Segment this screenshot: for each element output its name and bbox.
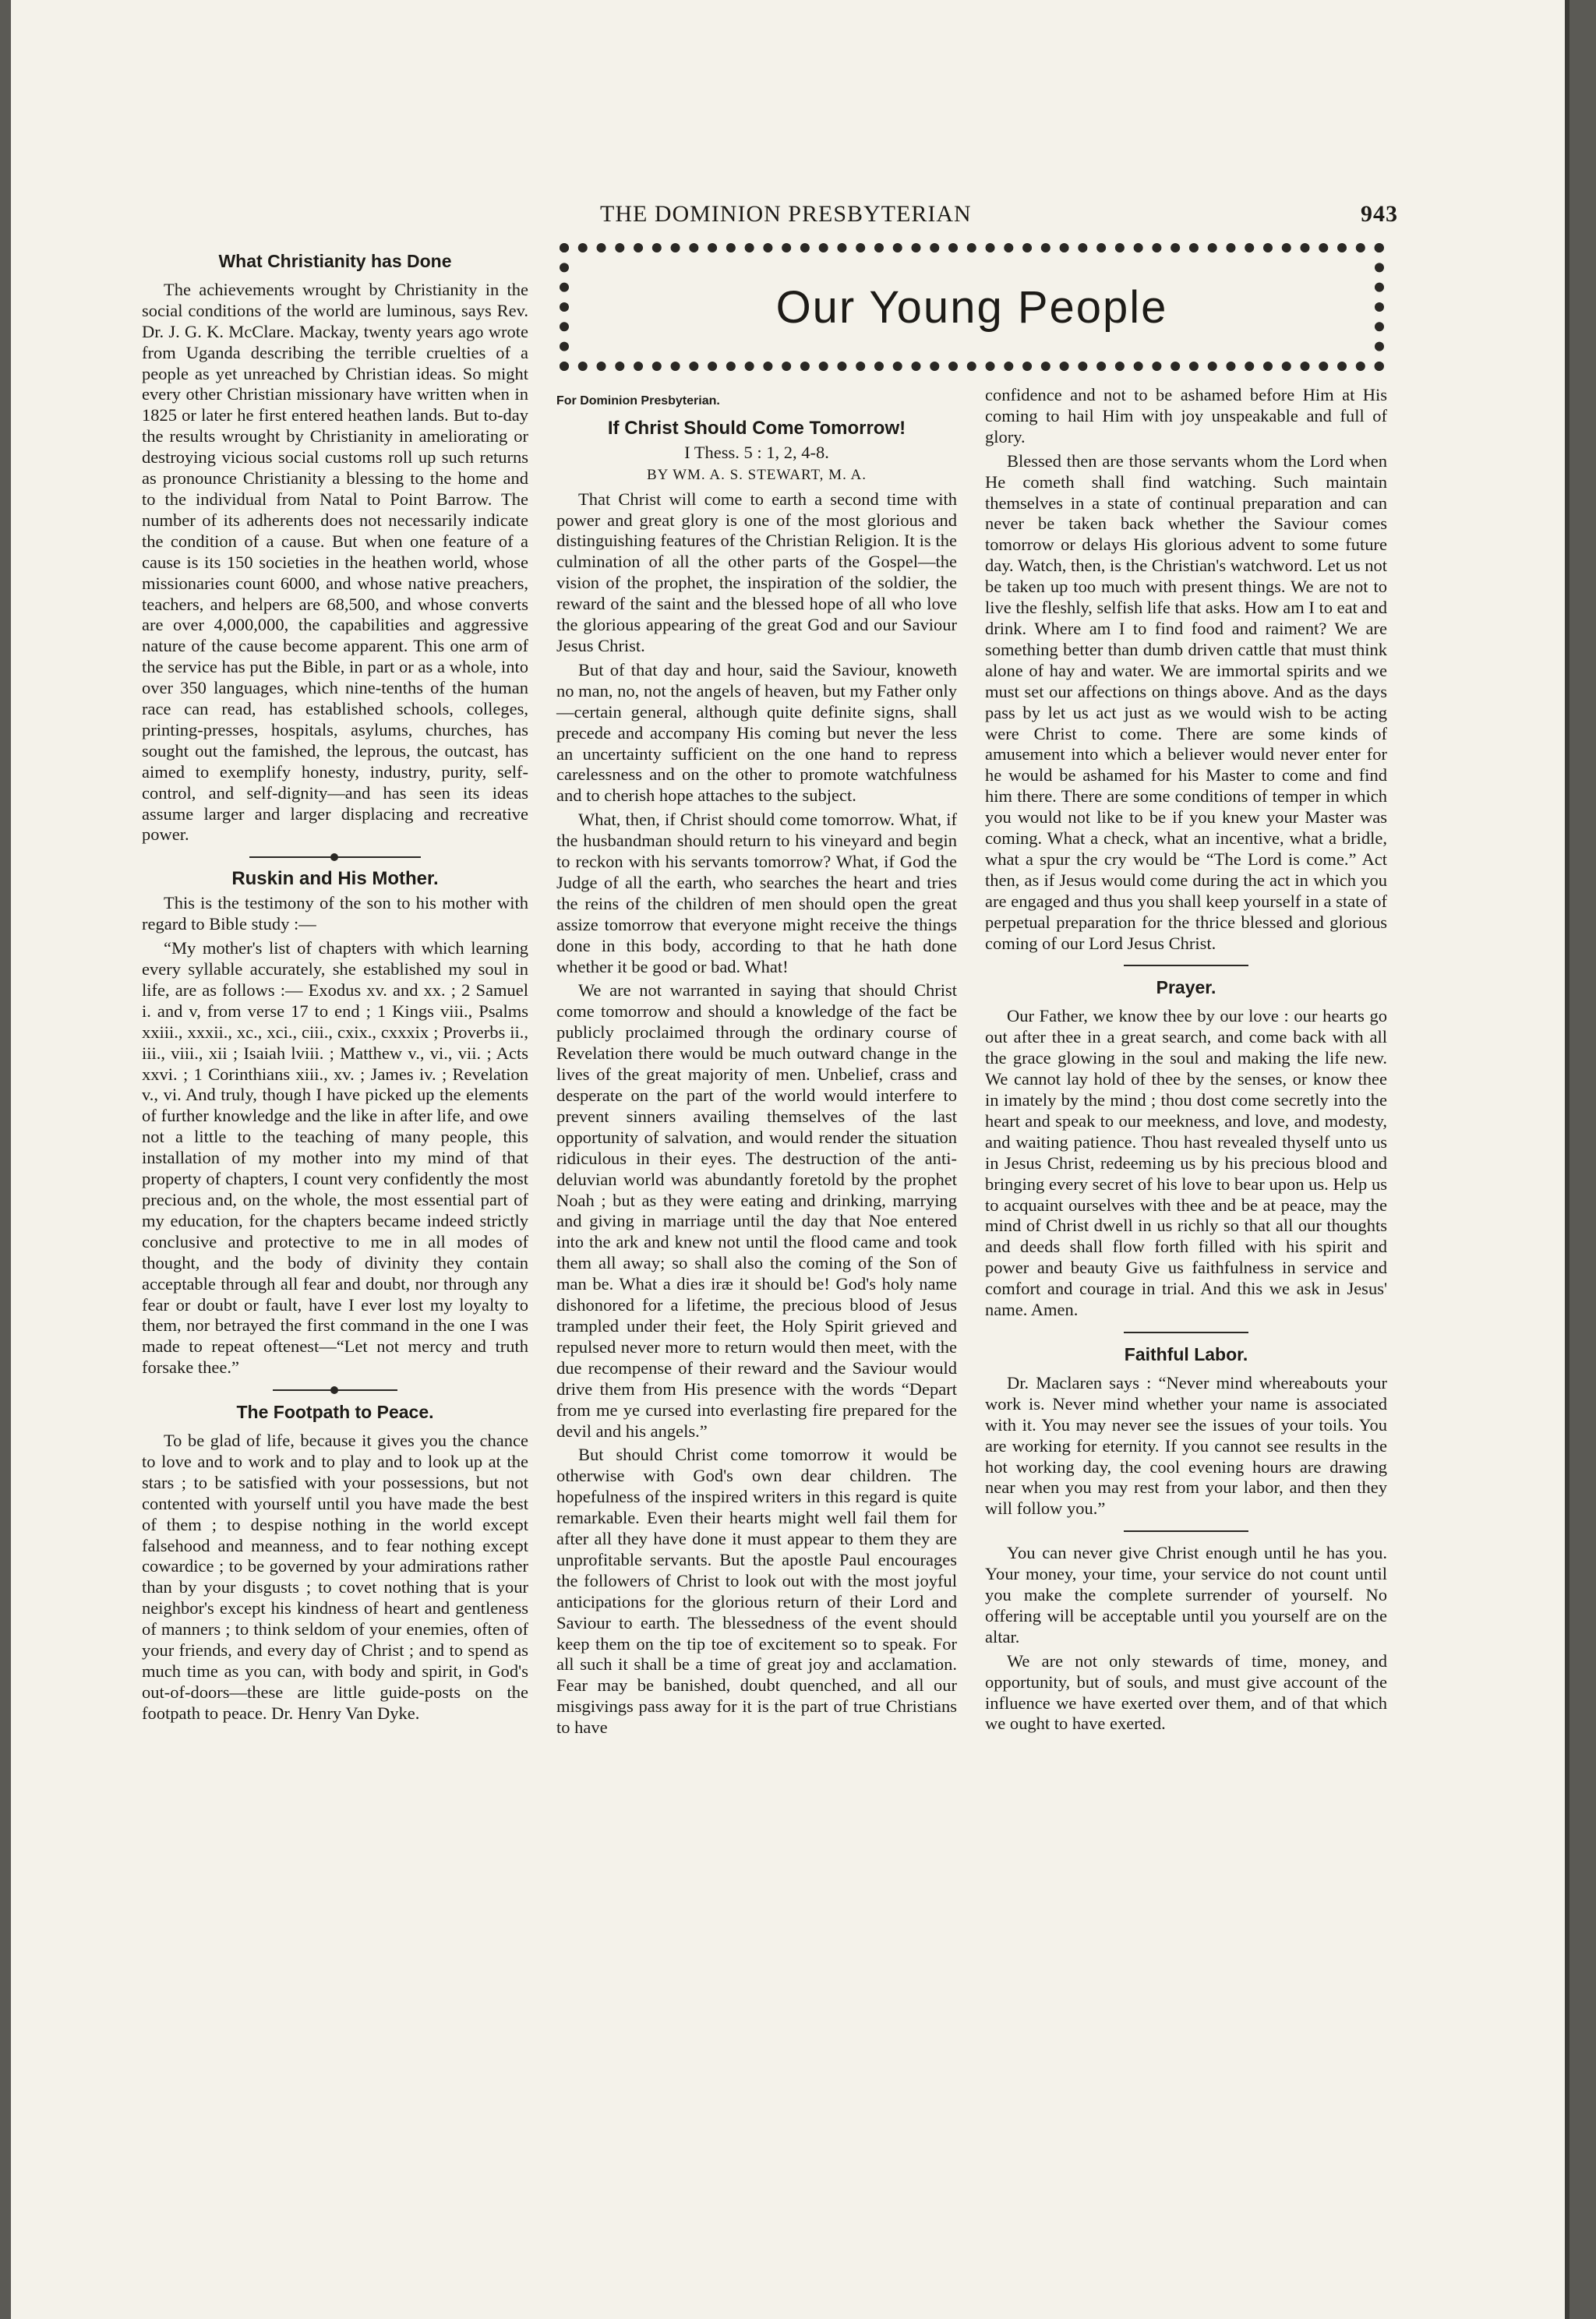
article-paragraph: But of that day and hour, said the Saviour, knoweth no man, no, not the angels of heaven, but my Father only—certain general, although quite definite signs, shall precede and accompany His coming but never the less an uncertainty sufficient on the one hand to repress carelessness and on the other to promote watchfulness and to cherish hope attaches to the subject.	[556, 659, 957, 806]
article-paragraph: You can never give Christ enough until he has you. Your money, your time, your service do not count until you make the complete surrender of yourself. No offering will be acceptable until you yourself are on the altar.	[985, 1543, 1387, 1647]
article-paragraph: That Christ will come to earth a second time with power and great glory is one of the most glorious and distinguishing features of the Christian Religion. It is the culmination of all the other parts of the Gospel—the vision of the prophet, the inspiration of the soldier, the reward of the saint and the blessed hope of all who love the glorious appearing of the great God and our Saviour Jesus Christ.	[556, 489, 957, 655]
article-credit: For Dominion Presbyterian.	[556, 394, 720, 408]
article-paragraph: Our Father, we know thee by our love : our hearts go out after thee in a great search, and come back with all the grace glowing in the soul and making the life new. We cannot lay hold of thee by the senses, or know thee in imately by the mind ; thou dost come secretly into the heart and speak to our meekness, and love, and modesty, and waiting patience. Thou hast revealed thyself unto us in Jesus Christ, redeeming us by his precious blood and bringing every secret of his love to bear upon us. Help us to acquaint ourselves with thee and be at peace, may the mind of Christ dwell in us richly so that all our thoughts and deeds shall flow forth filled with his spirit and power and beauty Give us faithfulness in service and comfort and courage in trial. And this we ask in Jesus' name. Amen.	[985, 1006, 1387, 1320]
scripture-reference: I Thess. 5 : 1, 2, 4-8.	[684, 442, 829, 462]
article-paragraph: What, then, if Christ should come tomorrow. What, if the husbandman should return to his vineyard and begin to reckon with his servants tomorrow? What, if God the Judge of all the earth, who searches the heart and tries the reins of the children of men should open the great assize tomorrow that everyone might receive the things done in this body, according to that he hath done whether it be good or bad. What!	[556, 810, 957, 976]
article-byline: BY WM. A. S. STEWART, M. A.	[646, 466, 867, 483]
column-middle	[556, 391, 957, 1742]
article-paragraph: This is the testimony of the son to his mother with regard to Bible study :—	[142, 893, 528, 934]
article-paragraph: Dr. Maclaren says : “Never mind whereabouts your work is. Never mind whether your name is associated with it. You may never see the issues of your toils. You are working for eternity. If you cannot see results in the hot working day, the cool evening hours are drawing near when you may rest from your labor, and then they will follow you.”	[985, 1372, 1387, 1519]
article-divider	[249, 856, 421, 858]
article-title-faithful-labor: Faithful Labor.	[1124, 1343, 1248, 1364]
page-number: 943	[1361, 201, 1398, 227]
article-title-prayer: Prayer.	[1156, 977, 1216, 998]
article-paragraph: confidence and not to be ashamed before Him at His coming to hail Him with joy unspeakable and full of glory.	[985, 385, 1387, 447]
column-right	[985, 385, 1387, 1738]
newspaper-page	[11, 0, 1570, 2319]
article-divider	[1124, 965, 1248, 966]
article-paragraph: To be glad of life, because it gives you the chance to love and to work and to play and to look up at the stars ; to be satisfied with your possessions, but not contented with yourself until you have made the best of them ; to despise nothing in the world except falsehood and meanness, and to fear nothing except cowardice ; to be governed by your admirations rather than by your disgusts ; to covet nothing that is your neighbor's except his kindness of heart and gentleness of manners ; to think seldom of your enemies, often of your friends, and every day of Christ ; and to spend as much time as you can, with body and spirit, in God's out-of-doors—these are little guide-posts on the footpath to peace. Dr. Henry Van Dyke.	[142, 1431, 528, 1723]
column-left	[142, 251, 528, 1728]
article-title-christianity: What Christianity has Done	[218, 251, 452, 271]
article-paragraph: We are not only stewards of time, money, and opportunity, but of souls, and must give account of the influence we have exerted over them, and of that which we ought to have exerted.	[985, 1650, 1387, 1734]
article-title-ruskin: Ruskin and His Mother.	[231, 868, 439, 890]
section-title: Our Young People	[775, 281, 1168, 333]
article-title-christ-tomorrow: If Christ Should Come Tomorrow!	[607, 417, 906, 439]
article-paragraph: We are not warranted in saying that should Christ come tomorrow and should a knowledge of the fact be publicly proclaimed through the ordinary course of Revelation there would be much outward change in the lives of the great majority of men. Unbelief, crass and desperate on the part of the world would interfere to prevent sinners availing themselves of the last opportunity of salvation, and would render the situation ridiculous in their eyes. The destruction of the anti-deluvian world was abundantly foretold by the prophet Noah ; but as they were eating and drinking, marrying and giving in marriage until the day that Noe entered into the ark and knew not until the flood came and took them all away; so shall also the coming of the Son of man be. What a dies iræ it should be! God's holy name dishonored for a lifetime, the precious blood of Jesus trampled under their feet, the Holy Spirit grieved and repulsed never more to return would then meet, with the due recompense of their reward and the Saviour would drive them from His presence with the words “Depart from me ye cursed into everlasting fire prepared for the devil and his angels.”	[556, 980, 957, 1441]
article-paragraph: But should Christ come tomorrow it would be otherwise with God's own dear children. The hopefulness of the inspired writers in this regard is quite remarkable. Even their hearts might well fail them for after all they have done it must appear to them they are unprofitable servants. But the apostle Paul encourages the followers of Christ to look out with the most joyful anticipations for the glorious return of their Lord and Saviour to earth. The blessedness of the event should keep them on the tip toe of excitement so to speak. For all such it shall be a time of great joy and acclamation. Fear may be banished, doubt quenched, and all our misgivings pass away for it is the part of true Christians to have	[556, 1445, 957, 1738]
article-paragraph: The achievements wrought by Christianity in the social conditions of the world are luminous, says Rev. Dr. J. G. K. McClare. Mackay, twenty years ago wrote from Uganda describing the terrible cruelties of a people as yet unreached by Christian ideas. So might every other Christian missionary have written when in 1825 or later he first entered heathen lands. But to-day the results wrought by Christianity in ameliorating or destroying vicious social customs roll up such returns as pronounce Christianity a blessing to the home and to the individual from Natal to Point Barrow. The number of its adherents does not necessarily indicate the condition of a cause. But when one feature of a cause is its 150 societies in the heathen world, whose missionaries count 6000, and whose native preachers, teachers, and helpers are 68,500, and whose converts are over 4,000,000, the capabilities and aggressive nature of the cause become apparent. This one arm of the service has put the Bible, in part or as a whole, into over 350 languages, which nine-tenths of the human race can read, has established schools, colleges, printing-presses, hospitals, asylums, churches, has sought out the famished, the leprous, the outcast, has aimed to exemplify honesty, industry, purity, self-control, and self-dignity—and has seen its ideas assume larger and larger displacing and recreative power.	[142, 279, 528, 845]
section-banner	[560, 243, 1384, 371]
article-divider	[1124, 1530, 1248, 1532]
running-title: THE DOMINION PRESBYTERIAN	[600, 201, 972, 227]
article-title-footpath: The Footpath to Peace.	[236, 1402, 434, 1423]
article-divider	[1124, 1332, 1248, 1333]
article-paragraph: “My mother's list of chapters with which learning every syllable accurately, she established my soul in life, are as follows :— Exodus xv. and xx. ; 2 Samuel i. and v, from verse 17 to end ; 1 Kings viii., Psalms xxiii., xxxii., xc., xci., ciii., cxix., cxxxix ; Proverbs ii., iii., viii., xii ; Isaiah lviii. ; Matthew v., vi., vii. ; Acts xxvi. ; 1 Corinthians xiii., xv. ; James iv. ; Revelation v., vi. And truly, though I have picked up the elements of further knowledge and the like in after life, and owe not a little to the teaching of many people, this installation of my mother into my mind of that property of chapters, I count very confidently the most precious and, on the whole, the most essential part of my education, for the chapters became indeed strictly conclusive and protective to me in all modes of thought, and the body of divinity they contain acceptable through all fear and doubt, nor through any fear or doubt or fault, have I ever lost my loyalty to them, nor betrayed the first command in the one I was made to repeat oftenest—“Let not mercy and truth forsake thee.”	[142, 938, 528, 1378]
article-divider	[273, 1389, 397, 1391]
article-paragraph: Blessed then are those servants whom the Lord when He cometh shall find watching. Such maintain themselves in a state of continual preparation and can never be taken back whether the Saviour comes tomorrow or delays His glorious advent to some future day. Watch, then, is the Christian's watchword. Let us not be taken up too much with present things. We are not to live the fleshly, selfish life that asks. How am I to eat and drink. Where am I to find food and raiment? We are something better than dumb driven cattle that must think alone of hay and water. We are immortal spirits and we must set our affections on things above. And as the days pass by let us act just as we would wish to be acting were Christ to come. There are some kinds of amusement into which a believer would never enter for he would be ashamed for his Master to come and find him there. There are some conditions of temper in which you would not like to be if you knew your Master was coming. What a check, what an incentive, what a bridle, what a spur the cry would be “The Lord is come.” Act then, as if Jesus would come during the act in which you are engaged and thus you shall keep yourself in a state of perpetual preparation for the thrice blessed and glorious coming of our Lord Jesus Christ.	[985, 450, 1387, 953]
